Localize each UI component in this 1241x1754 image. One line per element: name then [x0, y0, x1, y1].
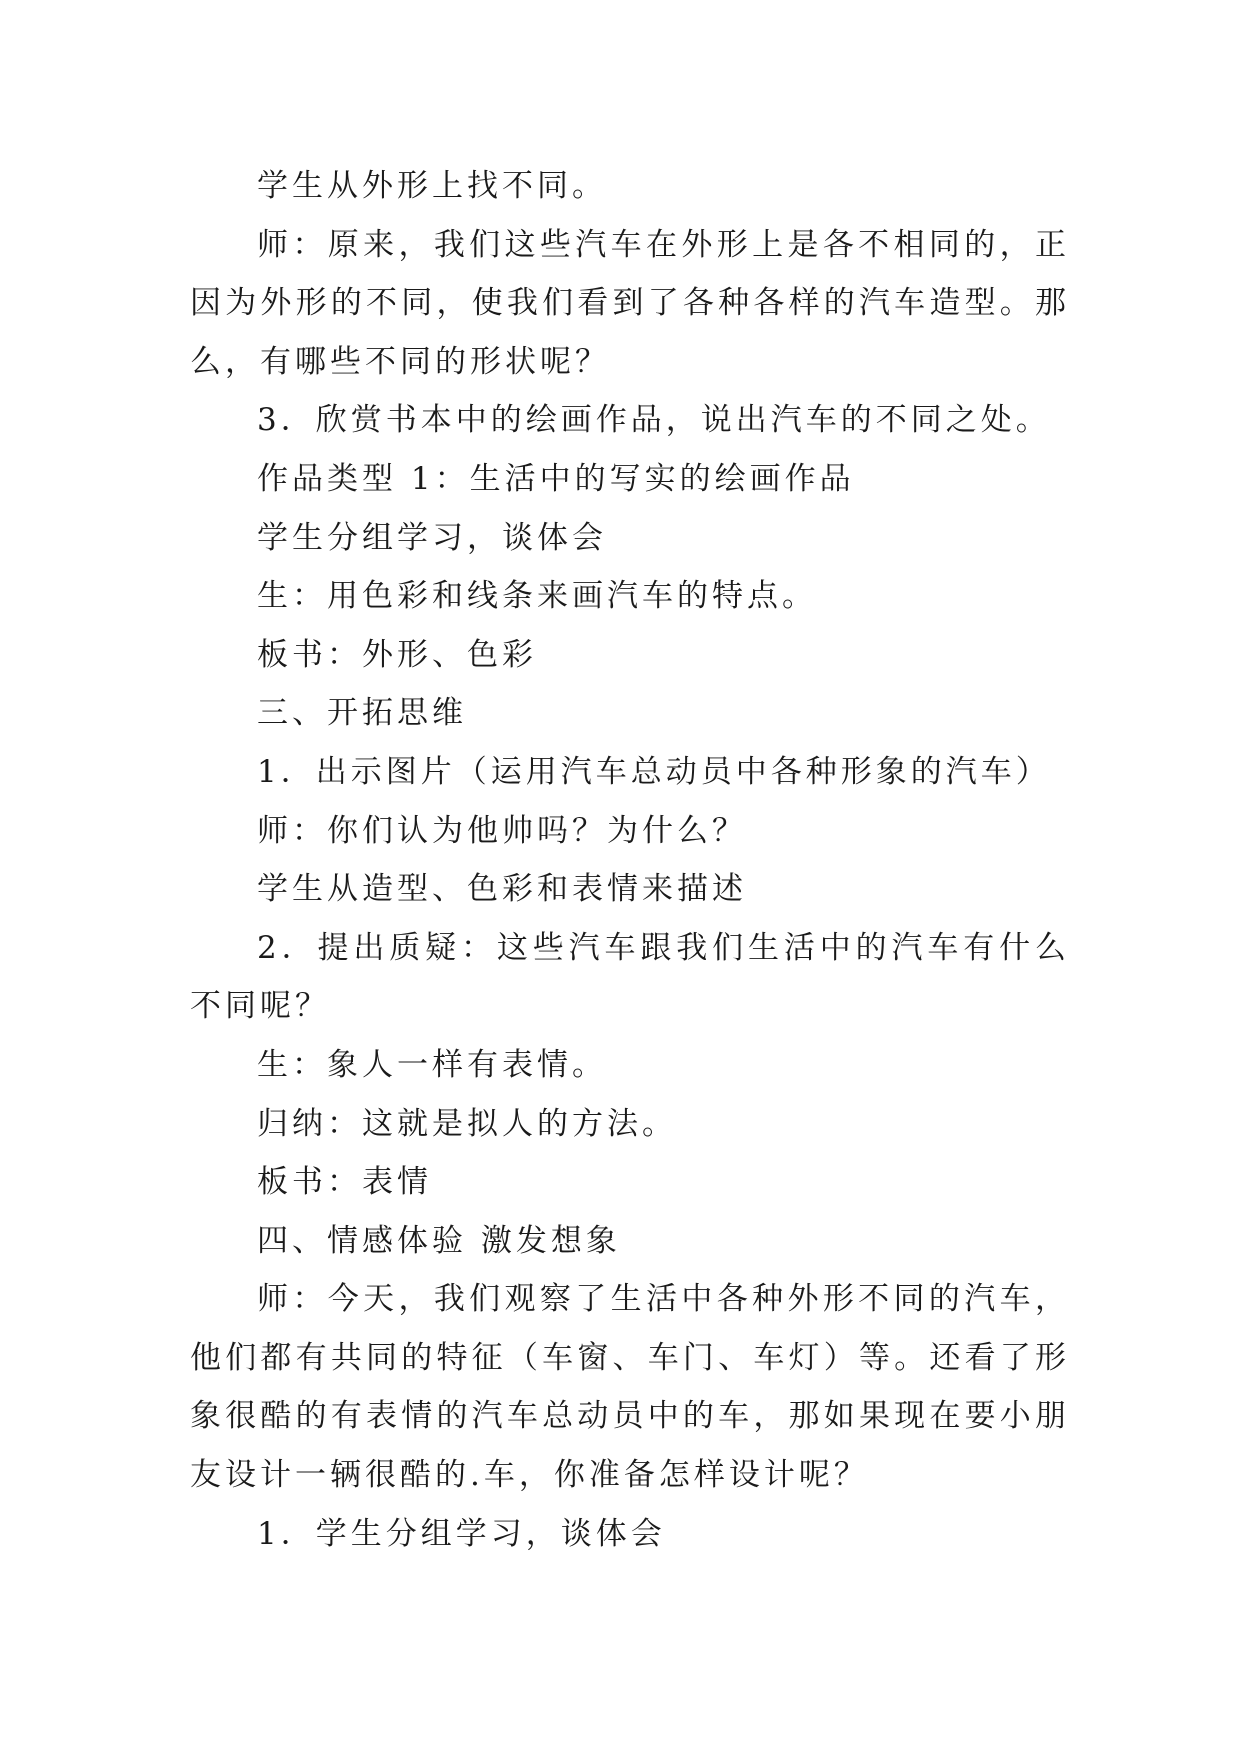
paragraph-students-find-differences: 学生从外形上找不同。: [257, 168, 607, 204]
document-body: [190, 157, 1070, 1563]
paragraph-summary-personification: 归纳：这就是拟人的方法。: [257, 1105, 677, 1142]
paragraph-teacher-handsome: 师：你们认为他帅吗？为什么？: [257, 812, 747, 849]
paragraph-teacher-shapes: 师：原来，我们这些汽车在外形上是各不相同的，正因为外形的不同，使我们看到了各种各样的汽车造型。那么，有哪些不同的形状呢？: [190, 226, 1070, 380]
paragraph-student-expressions: 生：象人一样有表情。: [257, 1046, 607, 1083]
paragraph-board-expression: 板书：表情: [257, 1164, 432, 1201]
paragraph-students-describe: 学生从造型、色彩和表情来描述: [257, 871, 747, 908]
paragraph-group-study: 学生分组学习，谈体会: [257, 519, 607, 556]
paragraph-step-3-appreciate-paintings: 3．欣赏书本中的绘画作品，说出汽车的不同之处。: [257, 402, 1051, 439]
paragraph-teacher-design-car: 师：今天，我们观察了生活中各种外形不同的汽车，他们都有共同的特征（车窗、车门、车灯）等。还看了形象很酷的有表情的汽车总动员中的车，那如果现在要小朋友设计一辆很酷的.车，你准备怎样设计呢？: [190, 1281, 1070, 1494]
heading-section-3: 三、开拓思维: [257, 695, 467, 732]
paragraph-step-2-question: 2．提出质疑：这些汽车跟我们生活中的汽车有什么不同呢？: [190, 929, 1070, 1025]
heading-section-4: 四、情感体验 激发想象: [257, 1222, 621, 1259]
paragraph-work-type-1: 作品类型 1：生活中的写实的绘画作品: [257, 460, 855, 497]
paragraph-step-1-group-study: 1．学生分组学习，谈体会: [257, 1515, 666, 1552]
paragraph-board-shape-color: 板书：外形、色彩: [257, 636, 537, 673]
paragraph-student-color-lines: 生：用色彩和线条来画汽车的特点。: [257, 578, 817, 615]
paragraph-step-1-show-pictures: 1．出示图片（运用汽车总动员中各种形象的汽车）: [257, 753, 1051, 790]
